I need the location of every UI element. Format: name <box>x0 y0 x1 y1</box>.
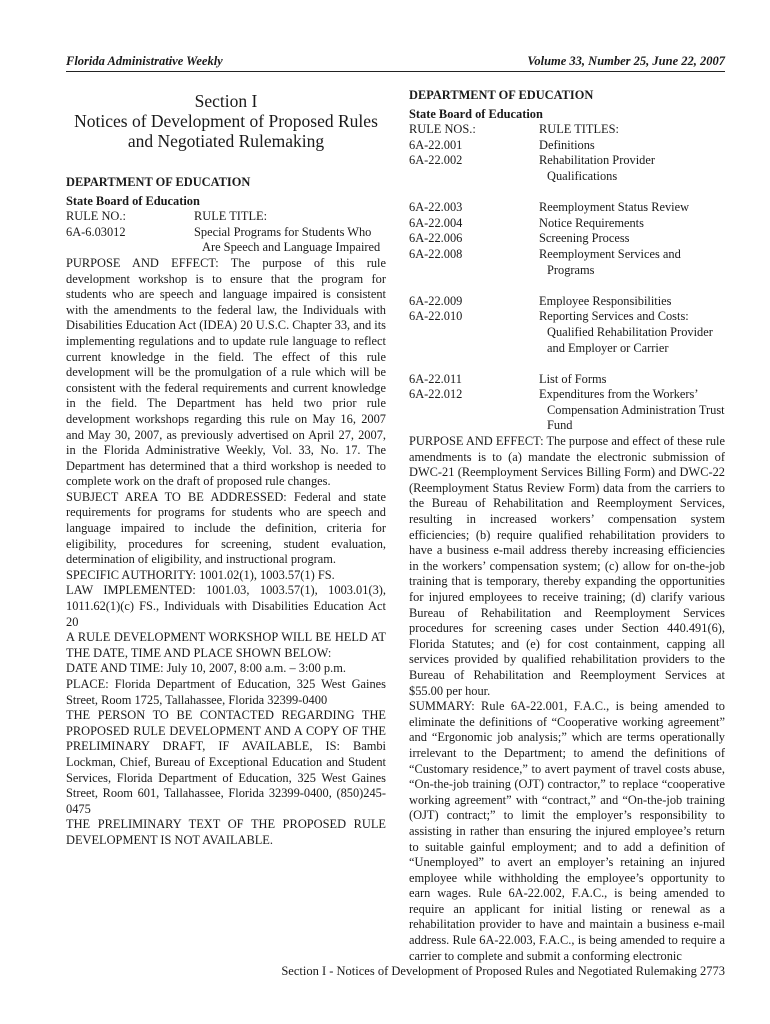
right-column <box>409 88 725 964</box>
rule-list-item <box>409 231 725 247</box>
rule-number: 6A-22.003 <box>409 200 463 215</box>
rule-number: 6A-22.006 <box>409 231 463 246</box>
rule-list-item-cont <box>409 263 725 279</box>
running-header-left: Florida Administrative Weekly <box>66 54 223 68</box>
rules-header-row <box>409 122 725 138</box>
datetime-paragraph: DATE AND TIME: July 10, 2007, 8:00 a.m. – 3:00 p.m. <box>66 661 346 676</box>
rule-number: 6A-22.004 <box>409 215 463 230</box>
rule-list-item <box>409 387 725 403</box>
board-name: State Board of Education <box>66 193 200 208</box>
rule-list-item <box>409 294 725 310</box>
section-heading <box>66 91 386 151</box>
rule-number: 6A-22.002 <box>409 153 463 168</box>
rule-list-item <box>409 216 725 232</box>
rule-title-cont: Fund <box>547 418 573 433</box>
running-header-right: Volume 33, Number 25, June 22, 2007 <box>527 54 725 68</box>
rule-row-cont <box>66 240 386 256</box>
rule-number: 6A-22.011 <box>409 371 462 386</box>
rule-title: Expenditures from the Workers’ <box>539 387 699 402</box>
rule-number: 6A-6.03012 <box>66 224 126 239</box>
rule-header-row <box>66 209 386 225</box>
rule-title: Notice Requirements <box>539 215 644 230</box>
rule-no-label: RULE NO.: <box>66 209 126 224</box>
purpose-paragraph-2: PURPOSE AND EFFECT: The purpose and effect of these rule amendments is to (a) mandate the electronic submission of DWC-21 (Reemployment Services Billing Form) and DWC-22 (Reemployment Status Review Form) data from the carriers to the Bureau of Rehabilitation and Reemployment Services, resulting in increased workers’ compensation system efficiencies; (b) require qualified rehabilitation providers to have a business e-mail address thereby increasing efficiencies in the workers’ compensation system; (c) allow for on-the-job training that is temporary, thereby expanding the opportunities for injured employees to receive training; (d) clarify various Bureau of Rehabilitation and Reemployment Services procedures for screening cases under Section 440.491(6), Florida Statutes; and (e) for cost containment, capping all services provided by qualified rehabilitation providers to the Bureau of Rehabilitation and Reemployment Services at $55.00 per hour. <box>409 434 725 698</box>
rule-title: Definitions <box>539 137 595 152</box>
rule-title-label: RULE TITLE: <box>194 209 268 224</box>
rule-nos-label: RULE NOS.: <box>409 122 476 137</box>
section-label: Section I <box>194 91 258 111</box>
rule-list-item-cont <box>409 418 725 434</box>
section-title-line-2: and Negotiated Rulemaking <box>127 131 325 151</box>
rule-number: 6A-22.001 <box>409 137 463 152</box>
board-name-2: State Board of Education <box>409 106 543 121</box>
workshop-paragraph: A RULE DEVELOPMENT WORKSHOP WILL BE HELD AT THE DATE, TIME AND PLACE SHOWN BELOW: <box>66 630 386 660</box>
rule-list-item-cont <box>409 325 725 341</box>
rule-title-cont: Qualifications <box>547 168 618 183</box>
rule-title: Special Programs for Students Who <box>194 224 372 239</box>
rule-number: 6A-22.009 <box>409 293 463 308</box>
rule-list-item <box>409 138 725 154</box>
rule-title: Employee Responsibilities <box>539 293 672 308</box>
rule-title: List of Forms <box>539 371 607 386</box>
preliminary-paragraph: THE PRELIMINARY TEXT OF THE PROPOSED RULE DEVELOPMENT IS NOT AVAILABLE. <box>66 817 386 847</box>
rule-number: 6A-22.008 <box>409 246 463 261</box>
rule-list-item-cont <box>409 403 725 419</box>
header-divider <box>66 71 725 72</box>
department-name-2: DEPARTMENT OF EDUCATION <box>409 88 594 102</box>
rule-list-item <box>409 372 725 388</box>
rule-title-cont: Compensation Administration Trust <box>547 402 725 417</box>
rule-list-item-cont <box>409 341 725 357</box>
rule-titles-label: RULE TITLES: <box>539 122 619 137</box>
rule-title: Screening Process <box>539 231 630 246</box>
summary-paragraph: SUMMARY: Rule 6A-22.001, F.A.C., is being amended to eliminate the definitions of “Cooperative working agreement” and “Ergonomic job analysis;” which are terms operationally irrelevant to the Department; to amend the definitions of “Customary residence,” to avert payment of travel costs abuse, “On-the-job training (OJT) contractor,” to replace “cooperative working agreement” with “contract,” and “On-the-job training (OJT) contract;” to limit the employer’s responsibility to assisting in rather than ensuring the injured employee’s return to suitable gainful employment; and to add a definition of “Unemployed” to avert an employer’s retaining an injured employee while withholding the employee’s opportunity to earn wages. Rule 6A-22.002, F.A.C., is being amended to require an applicant for initial listing or renewal as a rehabilitation provider to have and maintain a business e-mail address. Rule 6A-22.003, F.A.C., is being amended to require a carrier to complete and submit a conforming electronic <box>409 699 725 963</box>
purpose-paragraph: PURPOSE AND EFFECT: The purpose of this rule development workshop is to ensure that the program for students who are speech and language impaired is consistent with the amendments to the federal law, the Individuals with Disabilities Education Act (IDEA) 20 U.S.C. Chapter 33, and its implementing regulations and to update rule language to reflect current knowledge in the field. The effect of this rule development will be the promulgation of a rule which will be consistent with the federal requirements and current knowledge in the field. The Department has held two prior rule development workshops regarding this rule on May 16, 2007 and May 30, 2007, as previously advertised on April 27, 2007, in the Florida Administrative Weekly, Vol. 33, No. 17. The Department has determined that a third workshop is needed to complete work on the draft of proposed rule changes. <box>66 255 386 489</box>
left-column <box>66 88 386 849</box>
law-paragraph: LAW IMPLEMENTED: 1001.03, 1003.57(1), 1003.01(3), 1011.62(1)(c) FS., Individuals with Disabilities Education Act 20 <box>66 583 386 629</box>
rule-title: Reemployment Services and <box>539 246 681 261</box>
place-paragraph: PLACE: Florida Department of Education, 325 West Gaines Street, Room 1725, Tallahassee, Florida 32399-0400 <box>66 677 386 707</box>
rule-title: Rehabilitation Provider <box>539 153 655 168</box>
rule-title: Reemployment Status Review <box>539 200 690 215</box>
page-footer: Section I - Notices of Development of Proposed Rules and Negotiated Rulemaking 2773 <box>281 964 725 978</box>
authority-paragraph: SPECIFIC AUTHORITY: 1001.02(1), 1003.57(1) FS. <box>66 567 335 582</box>
rule-title-cont: Programs <box>547 262 595 277</box>
section-title-line-1: Notices of Development of Proposed Rules <box>74 111 378 131</box>
rule-title-cont: Qualified Rehabilitation Provider <box>547 324 713 339</box>
rule-title-cont: and Employer or Carrier <box>547 340 669 355</box>
rule-list-item <box>409 247 725 263</box>
rules-list <box>409 138 725 434</box>
rule-row <box>66 225 386 241</box>
rule-title: Reporting Services and Costs: <box>539 309 689 324</box>
rule-list-item <box>409 200 725 216</box>
rule-list-item-cont <box>409 169 725 185</box>
rule-list-item <box>409 309 725 325</box>
subject-paragraph: SUBJECT AREA TO BE ADDRESSED: Federal and state requirements for programs for students who are speech and language impaired to include the definition, criteria for eligibility, procedures for screening, student evaluation, determination of eligibility, and instructional program. <box>66 489 386 567</box>
contact-paragraph: THE PERSON TO BE CONTACTED REGARDING THE PROPOSED RULE DEVELOPMENT AND A COPY OF THE PRELIMINARY DRAFT, IF AVAILABLE, IS: Bambi Lockman, Chief, Bureau of Exceptional Education and Student Services, Florida Department of Education, 325 West Gaines Street, Room 601, Tallahassee, Florida 32399-0400, (850)245-0475 <box>66 708 386 816</box>
department-name: DEPARTMENT OF EDUCATION <box>66 175 251 189</box>
rule-list-item <box>409 153 725 169</box>
rule-number: 6A-22.010 <box>409 309 463 324</box>
rule-title-cont: Are Speech and Language Impaired <box>202 240 381 255</box>
rule-number: 6A-22.012 <box>409 387 463 402</box>
